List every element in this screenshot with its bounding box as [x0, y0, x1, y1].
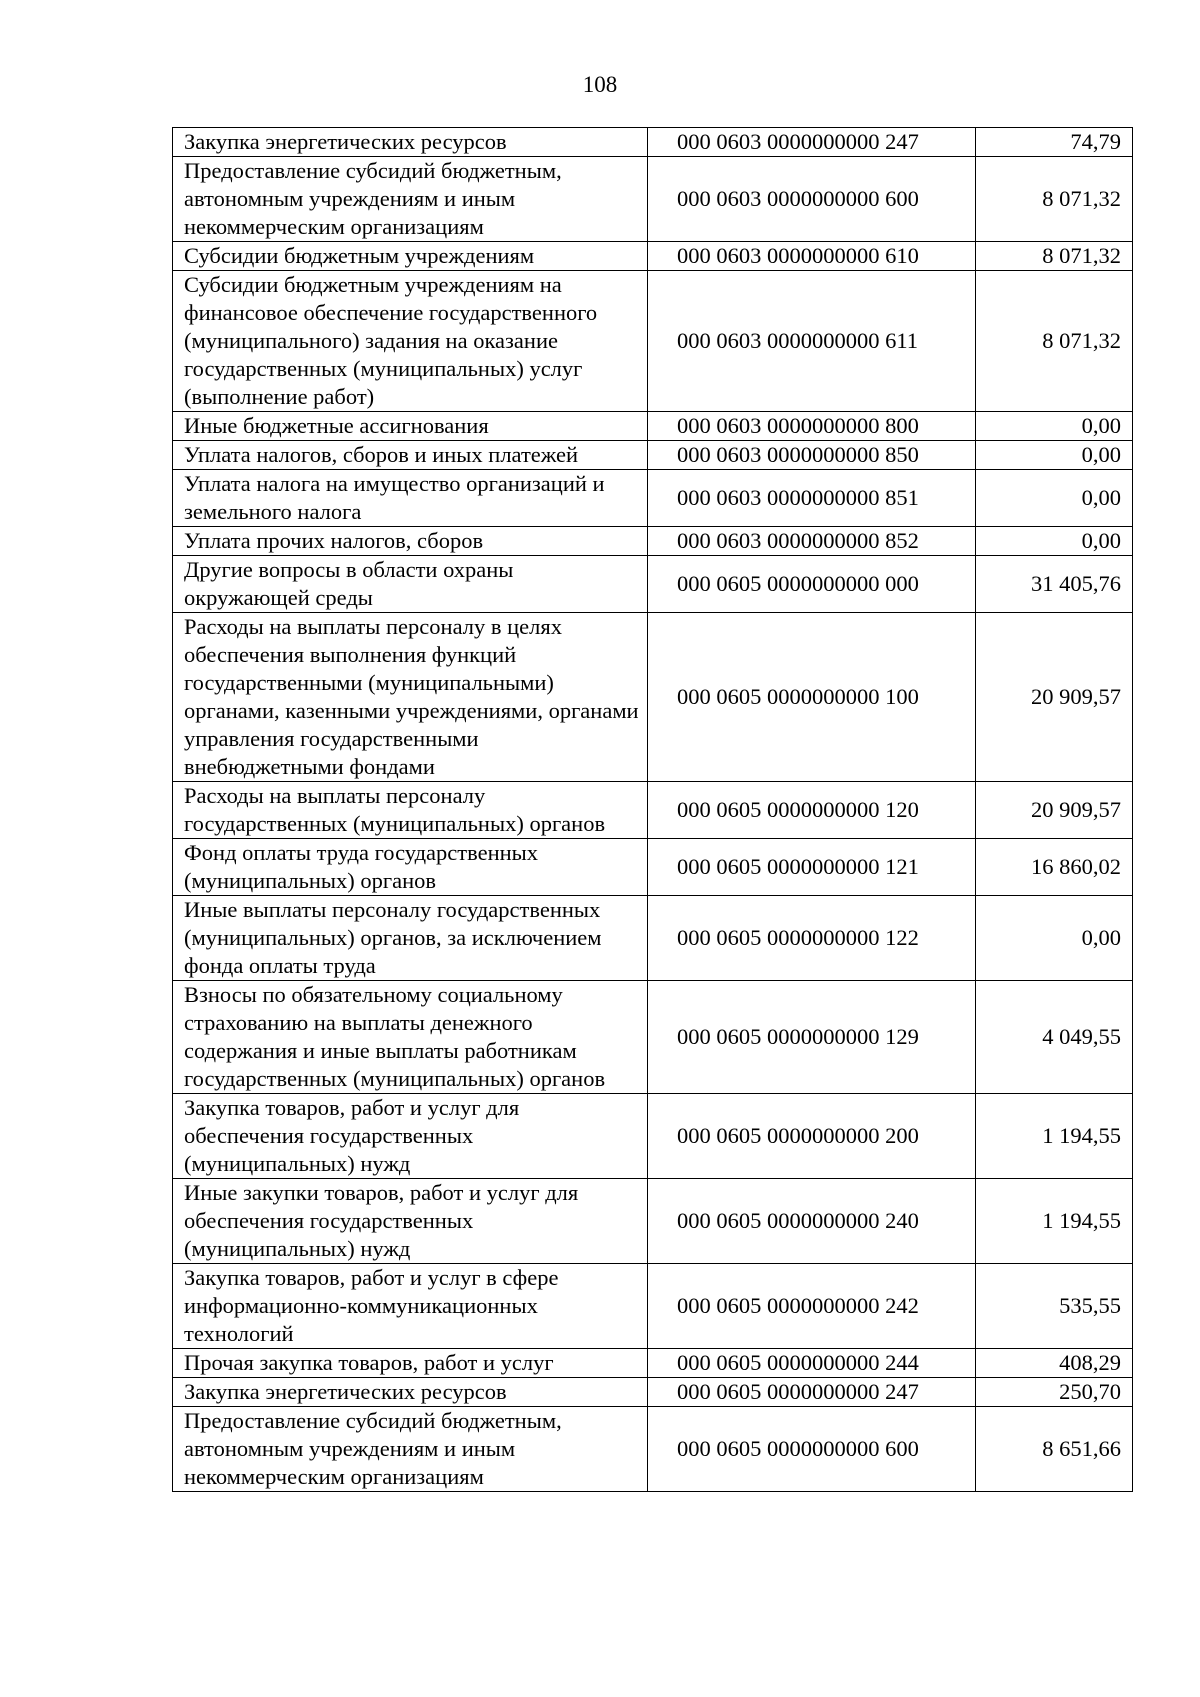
row-code: 000 0603 0000000000 247 — [648, 128, 976, 157]
table-row — [173, 1378, 1133, 1407]
row-amount: 20 909,57 — [976, 613, 1133, 782]
table-row — [173, 1179, 1133, 1264]
row-code: 000 0605 0000000000 200 — [648, 1094, 976, 1179]
table-row — [173, 556, 1133, 613]
row-amount: 408,29 — [976, 1349, 1133, 1378]
row-name: Закупка товаров, работ и услуг для обеспечения государственных (муниципальных) нужд — [173, 1094, 648, 1179]
table-row — [173, 613, 1133, 782]
table-row — [173, 128, 1133, 157]
budget-table — [172, 127, 1133, 1492]
row-code: 000 0603 0000000000 600 — [648, 157, 976, 242]
row-amount: 1 194,55 — [976, 1179, 1133, 1264]
row-name: Иные выплаты персоналу государственных (муниципальных) органов, за исключением фонда оплаты труда — [173, 896, 648, 981]
row-amount: 8 071,32 — [976, 242, 1133, 271]
table-row — [173, 839, 1133, 896]
row-name: Закупка энергетических ресурсов — [173, 1378, 648, 1407]
table-row — [173, 1264, 1133, 1349]
row-code: 000 0605 0000000000 247 — [648, 1378, 976, 1407]
row-code: 000 0603 0000000000 850 — [648, 441, 976, 470]
row-code: 000 0603 0000000000 852 — [648, 527, 976, 556]
table-row — [173, 441, 1133, 470]
row-name: Уплата прочих налогов, сборов — [173, 527, 648, 556]
row-amount: 0,00 — [976, 527, 1133, 556]
row-code: 000 0605 0000000000 000 — [648, 556, 976, 613]
table-row — [173, 470, 1133, 527]
table-row — [173, 242, 1133, 271]
table-row — [173, 1094, 1133, 1179]
row-amount: 0,00 — [976, 470, 1133, 527]
row-name: Иные закупки товаров, работ и услуг для обеспечения государственных (муниципальных) нужд — [173, 1179, 648, 1264]
row-name: Уплата налогов, сборов и иных платежей — [173, 441, 648, 470]
row-name: Фонд оплаты труда государственных (муниципальных) органов — [173, 839, 648, 896]
row-code: 000 0605 0000000000 242 — [648, 1264, 976, 1349]
row-name: Закупка энергетических ресурсов — [173, 128, 648, 157]
row-name: Предоставление субсидий бюджетным, автономным учреждениям и иным некоммерческим организациям — [173, 1407, 648, 1492]
table-row — [173, 527, 1133, 556]
row-name: Субсидии бюджетным учреждениям на финансовое обеспечение государственного (муниципального) задания на оказание государственных (муниципальных) услуг (выполнение работ) — [173, 271, 648, 412]
row-name: Расходы на выплаты персоналу государственных (муниципальных) органов — [173, 782, 648, 839]
row-amount: 74,79 — [976, 128, 1133, 157]
row-name: Предоставление субсидий бюджетным, автономным учреждениям и иным некоммерческим организациям — [173, 157, 648, 242]
row-code: 000 0605 0000000000 122 — [648, 896, 976, 981]
row-name: Расходы на выплаты персоналу в целях обеспечения выполнения функций государственными (муниципальными) органами, казенными учреждениями, органами управления государственными внебюджетными фондами — [173, 613, 648, 782]
budget-table-body — [173, 128, 1133, 1492]
table-row — [173, 1349, 1133, 1378]
table-row — [173, 412, 1133, 441]
table-row — [173, 271, 1133, 412]
row-amount: 8 071,32 — [976, 157, 1133, 242]
row-amount: 20 909,57 — [976, 782, 1133, 839]
row-code: 000 0603 0000000000 800 — [648, 412, 976, 441]
row-code: 000 0605 0000000000 240 — [648, 1179, 976, 1264]
row-code: 000 0605 0000000000 121 — [648, 839, 976, 896]
row-name: Взносы по обязательному социальному страхованию на выплаты денежного содержания и иные выплаты работникам государственных (муниципальных) органов — [173, 981, 648, 1094]
row-code: 000 0603 0000000000 611 — [648, 271, 976, 412]
row-amount: 8 651,66 — [976, 1407, 1133, 1492]
table-row — [173, 1407, 1133, 1492]
row-amount: 16 860,02 — [976, 839, 1133, 896]
row-name: Закупка товаров, работ и услуг в сфере информационно-коммуникационных технологий — [173, 1264, 648, 1349]
row-name: Субсидии бюджетным учреждениям — [173, 242, 648, 271]
row-amount: 0,00 — [976, 412, 1133, 441]
row-amount: 1 194,55 — [976, 1094, 1133, 1179]
table-row — [173, 157, 1133, 242]
table-row — [173, 782, 1133, 839]
row-code: 000 0605 0000000000 120 — [648, 782, 976, 839]
row-code: 000 0605 0000000000 129 — [648, 981, 976, 1094]
row-amount: 8 071,32 — [976, 271, 1133, 412]
row-amount: 31 405,76 — [976, 556, 1133, 613]
row-amount: 535,55 — [976, 1264, 1133, 1349]
row-name: Иные бюджетные ассигнования — [173, 412, 648, 441]
table-row — [173, 896, 1133, 981]
table-row — [173, 981, 1133, 1094]
row-amount: 0,00 — [976, 896, 1133, 981]
page-number: 108 — [582, 72, 618, 97]
row-code: 000 0605 0000000000 100 — [648, 613, 976, 782]
row-code: 000 0605 0000000000 600 — [648, 1407, 976, 1492]
row-amount: 0,00 — [976, 441, 1133, 470]
row-code: 000 0603 0000000000 610 — [648, 242, 976, 271]
row-code: 000 0603 0000000000 851 — [648, 470, 976, 527]
row-code: 000 0605 0000000000 244 — [648, 1349, 976, 1378]
row-name: Другие вопросы в области охраны окружающей среды — [173, 556, 648, 613]
row-amount: 250,70 — [976, 1378, 1133, 1407]
row-name: Прочая закупка товаров, работ и услуг — [173, 1349, 648, 1378]
row-name: Уплата налога на имущество организаций и земельного налога — [173, 470, 648, 527]
row-amount: 4 049,55 — [976, 981, 1133, 1094]
